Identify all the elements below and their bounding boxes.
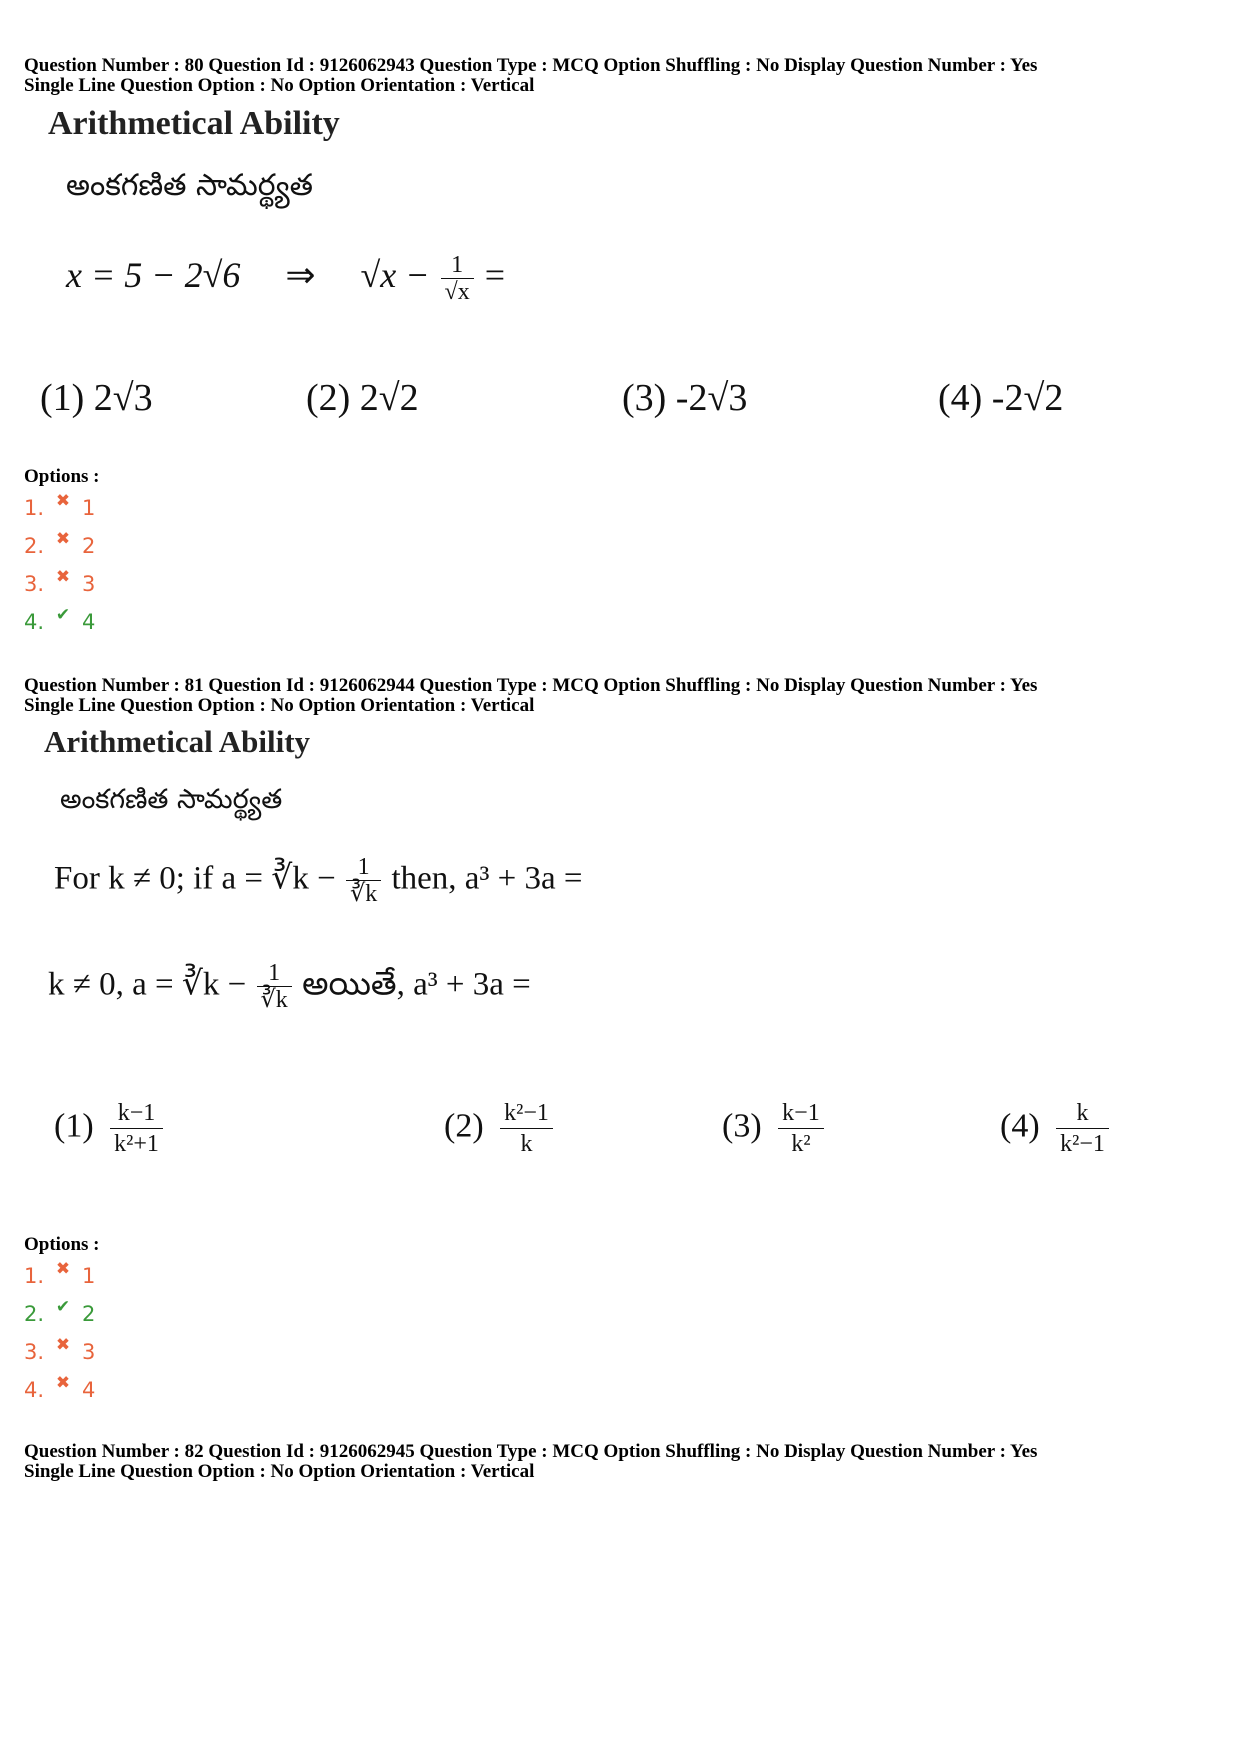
equation-lhs: x = 5 − 2√6 <box>66 255 241 296</box>
subject-telugu-80: అంకగణిత సామర్థ్యత <box>66 168 314 203</box>
cross-icon: ✖ <box>55 1373 71 1393</box>
choice-denominator: k² <box>791 1131 811 1157</box>
option-value: 1 <box>82 496 96 520</box>
option-value: 4 <box>82 1378 96 1402</box>
option-number: 1. <box>24 1264 45 1288</box>
equation-81-part-a: For k ≠ 0; if a = ∛k − <box>54 860 336 897</box>
fraction-numerator: 1 <box>346 854 381 881</box>
subject-telugu-81: అంకగణిత సామర్థ్యత <box>60 784 283 815</box>
choice-fraction <box>110 1098 163 1159</box>
cross-icon: ✖ <box>55 1335 71 1355</box>
equation-81-telugu <box>48 960 531 1014</box>
question-meta-82-line2: Single Line Question Option : No Option Orientation : Vertical <box>24 1461 535 1482</box>
choice-81-4 <box>1000 1098 1109 1159</box>
equation-81-t-part-b: అయితే, a³ + 3a = <box>302 966 531 1003</box>
fraction-numerator: 1 <box>441 252 474 279</box>
choice-numerator: k−1 <box>110 1098 163 1129</box>
option-value: 3 <box>82 572 96 596</box>
choice-denominator: k <box>520 1131 533 1157</box>
option-number: 1. <box>24 496 45 520</box>
choice-denominator: k²−1 <box>1060 1131 1105 1157</box>
option-81-1 <box>24 1259 96 1288</box>
choice-numerator: k²−1 <box>500 1098 553 1129</box>
question-meta-80-line2: Single Line Question Option : No Option Orientation : Vertical <box>24 75 535 96</box>
choice-80-1: (1) 2√3 <box>40 377 153 419</box>
fraction-denominator: √x <box>444 279 470 306</box>
fraction-numerator: 1 <box>257 960 292 987</box>
option-number: 2. <box>24 1302 45 1326</box>
question-meta-82-line1: Question Number : 82 Question Id : 9126062945 Question Type : MCQ Option Shuffling : No Display Question Number : Yes <box>24 1441 1038 1462</box>
option-81-2 <box>24 1297 96 1326</box>
equation-81-fraction <box>346 854 381 908</box>
option-value: 4 <box>82 610 96 634</box>
choice-numerator: k <box>1056 1098 1109 1129</box>
choice-80-4: (4) -2√2 <box>938 377 1064 419</box>
choice-label: (2) <box>444 1107 484 1145</box>
option-value: 1 <box>82 1264 96 1288</box>
choice-denominator: k²+1 <box>114 1131 159 1157</box>
equation-81-t-fraction <box>257 960 292 1014</box>
choice-fraction <box>1056 1098 1109 1159</box>
cross-icon: ✖ <box>55 567 71 587</box>
equation-81-part-b: then, a³ + 3a = <box>391 860 583 897</box>
option-number: 3. <box>24 572 45 596</box>
question-meta-80-line1: Question Number : 80 Question Id : 9126062943 Question Type : MCQ Option Shuffling : No Display Question Number : Yes <box>24 55 1038 76</box>
cross-icon: ✖ <box>55 529 71 549</box>
choice-fraction <box>500 1098 553 1159</box>
choice-80-2: (2) 2√2 <box>306 377 419 419</box>
option-value: 2 <box>82 1302 96 1326</box>
option-value: 3 <box>82 1340 96 1364</box>
choice-fraction <box>778 1098 824 1159</box>
cross-icon: ✖ <box>55 491 71 511</box>
question-meta-81-line2: Single Line Question Option : No Option Orientation : Vertical <box>24 695 535 716</box>
equation-fraction <box>441 252 474 306</box>
check-icon: ✔ <box>55 1297 71 1317</box>
choice-81-2 <box>444 1098 553 1159</box>
option-81-4 <box>24 1373 96 1402</box>
option-number: 4. <box>24 1378 45 1402</box>
equation-rhs: √x − <box>360 255 430 296</box>
choice-label: (4) <box>1000 1107 1040 1145</box>
implies-arrow: ⇒ <box>285 255 316 296</box>
options-label-81: Options : <box>24 1234 100 1255</box>
option-number: 2. <box>24 534 45 558</box>
choice-80-3: (3) -2√3 <box>622 377 748 419</box>
fraction-denominator: ∛k <box>349 881 378 908</box>
fraction-denominator: ∛k <box>260 987 288 1014</box>
cross-icon: ✖ <box>55 1259 71 1279</box>
equation-80 <box>66 252 505 306</box>
question-meta-81-line1: Question Number : 81 Question Id : 9126062944 Question Type : MCQ Option Shuffling : No Display Question Number : Yes <box>24 675 1038 696</box>
equation-81-english <box>54 854 582 908</box>
option-number: 3. <box>24 1340 45 1364</box>
choice-label: (1) <box>54 1107 94 1145</box>
equation-81-t-part-a: k ≠ 0, a = ∛k − <box>48 966 247 1003</box>
option-80-4 <box>24 605 96 634</box>
options-label-80: Options : <box>24 466 100 487</box>
equals-sign: = <box>484 255 506 296</box>
option-80-2 <box>24 529 96 558</box>
choice-label: (3) <box>722 1107 762 1145</box>
option-81-3 <box>24 1335 96 1364</box>
choice-81-3 <box>722 1098 824 1159</box>
option-80-1 <box>24 491 96 520</box>
subject-heading-80: Arithmetical Ability <box>48 105 340 142</box>
choice-81-1 <box>54 1098 163 1159</box>
option-value: 2 <box>82 534 96 558</box>
subject-heading-81: Arithmetical Ability <box>44 724 311 759</box>
option-80-3 <box>24 567 96 596</box>
check-icon: ✔ <box>55 605 71 625</box>
choice-numerator: k−1 <box>778 1098 824 1129</box>
option-number: 4. <box>24 610 45 634</box>
